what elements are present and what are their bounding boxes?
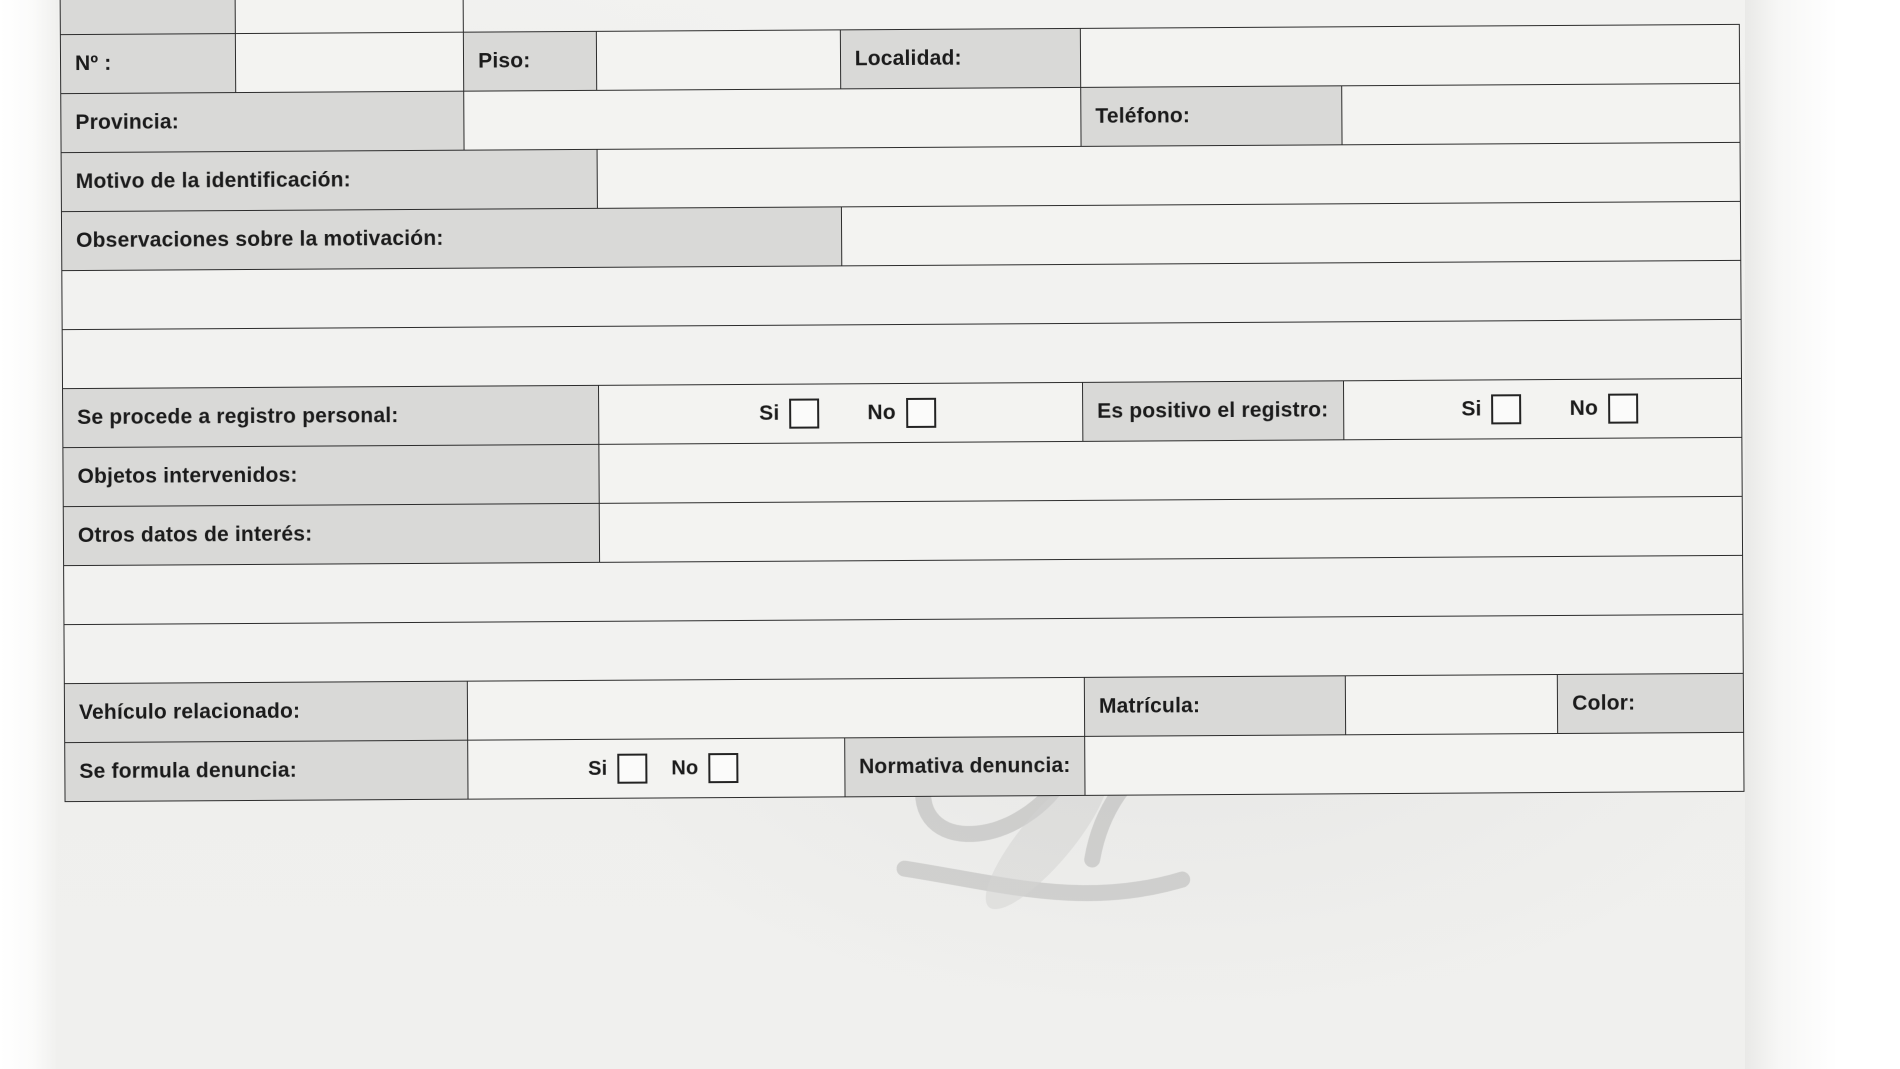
table-row [62,260,1741,329]
observaciones-label: Observaciones sobre la motivación: [61,207,841,271]
objetos-label: Objetos intervenidos: [63,444,599,506]
piso-input[interactable] [596,30,840,90]
piso-label: Piso: [463,31,596,91]
registro-personal-yes-checkbox[interactable] [789,399,819,429]
registro-personal-choices[interactable] [598,382,1083,444]
telefono-label: Teléfono: [1081,86,1343,147]
vehiculo-label: Vehículo relacionado: [64,681,467,742]
denuncia-choices[interactable] [468,738,845,799]
numero-label: Nº : [60,34,235,94]
table-row [63,378,1742,447]
matricula-label: Matrícula: [1084,676,1346,737]
provincia-input[interactable] [464,87,1081,150]
table-row [62,319,1741,388]
color-label: Color: [1558,673,1744,733]
normativa-label: Normativa denuncia: [844,736,1085,796]
denuncia-no-checkbox[interactable] [708,753,738,783]
vehiculo-input[interactable] [467,677,1084,740]
localidad-input[interactable] [1080,24,1739,87]
table-row [64,555,1743,624]
registro-positivo-yes-checkbox[interactable] [1492,394,1522,424]
registro-personal-label: Se procede a registro personal: [63,385,599,447]
objetos-input[interactable] [599,437,1743,503]
denuncia-no[interactable] [671,753,738,783]
otros-datos-continuation-line-2[interactable] [64,614,1743,683]
otros-datos-input[interactable] [599,496,1743,562]
registro-personal-no-checkbox[interactable] [906,398,936,428]
registro-personal-yes-label: Si [759,401,780,425]
provincia-label: Provincia: [61,91,464,152]
matricula-input[interactable] [1345,675,1558,735]
numero-input[interactable] [235,32,463,92]
identification-form-table [59,0,1744,802]
motivo-input[interactable] [597,142,1741,208]
table-row [63,437,1742,506]
normativa-input[interactable] [1085,732,1744,795]
otros-datos-continuation-line-1[interactable] [64,555,1743,624]
table-row [63,496,1742,565]
observaciones-continuation-line-1[interactable] [62,260,1741,329]
registro-positivo-no-checkbox[interactable] [1608,394,1638,424]
denuncia-yes-label: Si [587,757,608,780]
observaciones-continuation-line-2[interactable] [62,319,1741,388]
top-cropped-label-cell [60,0,235,35]
registro-personal-no-label: No [867,401,896,425]
motivo-label: Motivo de la identificación: [61,149,597,211]
observaciones-input[interactable] [841,201,1741,265]
registro-positivo-choices[interactable] [1344,378,1742,439]
registro-positivo-label: Es positivo el registro: [1082,381,1344,442]
table-row [61,83,1740,152]
otros-datos-label: Otros datos de interés: [63,503,599,565]
table-row [61,201,1740,270]
table-row [61,142,1740,211]
denuncia-yes-checkbox[interactable] [617,754,647,784]
denuncia-no-label: No [671,756,699,779]
registro-positivo-yes[interactable] [1461,394,1521,424]
table-row [60,24,1739,93]
top-cropped-value-cell[interactable] [235,0,463,34]
table-row [64,673,1743,742]
denuncia-yes[interactable] [588,754,647,784]
page-right-margin [1745,0,1900,1069]
telefono-input[interactable] [1342,83,1740,144]
registro-personal-no[interactable] [867,398,936,428]
registro-positivo-yes-label: Si [1461,397,1482,421]
registro-personal-yes[interactable] [759,399,819,429]
registro-positivo-no-label: No [1569,396,1599,420]
registro-positivo-no[interactable] [1570,394,1639,424]
table-row [65,732,1744,801]
denuncia-label: Se formula denuncia: [65,740,468,801]
table-row [64,614,1743,683]
page-left-margin [0,0,58,1069]
localidad-label: Localidad: [840,28,1081,88]
